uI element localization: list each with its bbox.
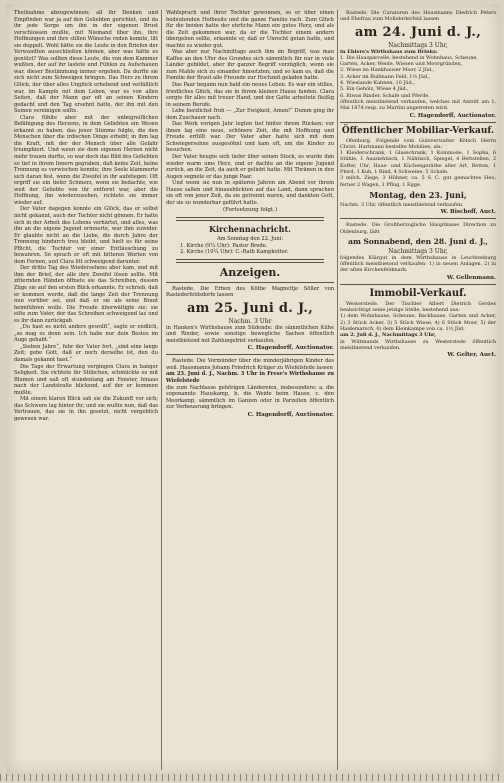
scan-ruler <box>0 774 504 781</box>
ad-date: am 2. Juli d. J., Nachmittags 3 Uhr, <box>340 332 436 339</box>
ad-text: die zum Nachlasse gehörigen Ländereien, insbesondere: a. die sogenannte Hauskamp, b. die Weide beim Hause, c. den Moorkamp, sämmtlich im Ganzen oder in Parzellen öffentlich zur Verheuerung bringen. <box>166 384 334 411</box>
ad-time: Nachm. 3 Uhr, öffentlich meistbietend verkaufen. <box>340 201 464 208</box>
ad-text: folgendes Klärgut in dem Wirthshause in Leuchtenburg öffentlich meistbietend verkaufen: 1) in neuen Anlagen, 2) in der alten Kirchenfeldmark. <box>340 254 496 274</box>
ads-column <box>340 10 496 359</box>
story-paragraph: Das Werk vorigen Jahr legten tief hinter ihrem Rücken; vor ihnen lag eine neue, schönere Zeit, die mit Hoffnung und Freude erfüllt war. Der Vater aber hatte sich mit dem Schwiegersohne ausgesöhnt und kam oft, um die Kinder zu besuchen. <box>166 121 334 154</box>
ad-title: Öffentlicher Mobiliar-Verkauf. <box>341 125 495 136</box>
continuation-note: (Fortsetzung folgt.) <box>222 207 277 214</box>
ad-intro: Westerstede. Der Tischler Albert Dietrich Gerdes beabsichtigt seine jetzige Stelle, bestehend aus: <box>340 300 496 314</box>
story-paragraph: Und wenn sie nun in späteren Jahren am Abend vor ihrem Hause saßen und hinausblickten auf das Land, dann sprachen sie oft von jener Zeit, da sie getrennt waren, und dankten Gott, der sie so wunderbar geführt hatte. <box>166 180 334 206</box>
ad-signature: W. Gelter, Auct. <box>447 352 496 359</box>
story-paragraph: Theilnahme abzugewinnen; all ihr Denken und Empfinden war ja auf den Geliebten gerichtet, und da ihr jede Sorge um ihn in der eigenen Brust verschlossen mußte, mit Niemand über ihn, ihre Hoffnungen und ihre stillen Wünsche reden konnte, litt sie doppelt. Wohl hätte sie die Leute in den Briefen der Verwandten ausschließen können, aber was hätte es genützt? Was sollten diese Leute, die von dem Kummer wußten, der auf ihr lastete und Fühlen zu Aufschauen war, dieser Bestimmung immer ergeben. Da durfte sie sich nicht zum Schweigen bringen. Das Herz zu ihrem Glück, der über alles Unglück erhebend und verläßlich war, im Kampfe mit dem Leben, war es von allen Seiten, daß der Mann gar oft an seinen Kindern gedacht und den Tag ersehnt hatte, der ihn mit den Seinen vereinigen sollte. <box>14 10 158 115</box>
church-news-line: 2. Kirche (10¼ Uhr): C.-Rath Kampkotter. <box>180 249 289 256</box>
ad-signature: W. Gellenmann. <box>446 274 496 281</box>
column-divider <box>337 10 338 770</box>
ad-date: am 24. Juni d. J., <box>354 24 482 40</box>
story-paragraph: Mit einem klaren Blick sah sie die Zukunft vor sich; das Schwere lag hinter ihr, und sie wußte nun, daß das Vertrauen, das sie in ihn gesetzt, nicht vergeblich gewesen war. <box>14 396 158 422</box>
column-divider <box>161 10 162 770</box>
ad-time: Nachm. 3 Uhr <box>228 317 272 325</box>
divider <box>176 259 324 263</box>
ad-signature: W. Bischoff, Auct. <box>440 209 496 216</box>
ad-time: Nachmittags 3 Uhr, <box>388 247 448 255</box>
story-paragraph: Wahlspruch und ihrer Tochter gewonnen, so er über einen bedeutenden Hofbesitz und die ganze Familie rach. Zum Glück für die beiden hatte der ehrliche Mann ein gutes Herz, und als die Zeit gekommen war, da er die Tochter einem andern übergeben sollte, erkannte er, daß er Unrecht getan hatte, und machte es wieder gut. <box>166 10 334 49</box>
divider <box>166 282 334 283</box>
story-column <box>14 10 158 422</box>
ad-date: am 23. Juni d. J., Nachm. 3 Uhr in Frese's Wirthshause zu Wiefelstede <box>166 371 334 384</box>
divider <box>340 284 496 285</box>
story-paragraph: Was aber nur Nachmittags auch ihm im Begriff, was man Kaffee an den Ufer des Grundes sich sämmtlich für nur in viele Länder gebildet, aber ihr ganzer Begriff vorzüglich, wenn sie zum Mahle sich zu einander hinsetzten; und so kam es, daß die Familie der Braut alle Freunde zur Hochzeit geladen hatte. <box>166 49 334 82</box>
divider <box>340 218 496 219</box>
story-paragraph: Der dritte Tag des Wiedersehens aber kam, und mit ihm der Brief, der alle ihre Zweifel lösen sollte. Mit zitternden Händen öffnete sie das Schreiben, dessen Züge sie auf den ersten Blick erkannte. Er schrieb, daß er kommen werde, daß die lange Zeit der Trennung nun vorüber sei, und daß er sie als seine Braut heimführen wolle. Die Freude überwältigte sie; sie eilte zum Vater, der das Schreiben schweigend las und es ihr dann zurückgab. <box>14 265 158 324</box>
ad-intro: Rastede. Die Vormünder über die minderjährigen Kinder des weil. Hausmanns Johann Friedrich Krüger zu Wiefelstede lassen <box>166 358 334 371</box>
ad-place: in Ehlers's Wirthshaus zum Brinks: <box>340 48 438 55</box>
ad-item: 5. Ein Gehölz, Wiese 4 Jüd., <box>340 86 409 93</box>
story-paragraph: Lebe herzlichst froh — „Zur Ewigkeit, Amen!“ Dumm ging ihr dem Zuschauer nach. <box>166 108 334 121</box>
ad-text: 1) dem Wohnhause, Scheune, Backhause, Garten und Acker, 2) 3 Stück Acker, 3) 5 Stück Wiese, 4) 6 Stück Moor, 5) der Haidemarsch, 6) dem Kleinkampe von ca. 1½ Jüd. <box>340 313 496 332</box>
story-paragraph: Clara fühlte aber mit der unbegreiflichen Befähigung des Herzens, in dem Geliebten ein Wesen erkannt zu haben, das jener Stimme folgte, die den Menschen über die irdischen Dinge erhebt; in ihm lag die Kraft, mit der der Mensch über alle Gefahr triumphiert. Und wenn sie dem eigenen Herzen nicht mehr trauen durfte, so war doch das Bild des Geliebten so tief in ihrem Innern gegraben, daß keine Zeit, keine Trennung es verwischen konnte; ihre Seele klammerte sich daran fest, wenn die Zweifel in ihr aufstiegen. Oft ergriff sie ein tiefer Schmerz, wenn sie bedachte, wie weit der Geliebte von ihr entfernt war, aber die Hoffnung, ihn wiederzusehen, richtete sie immer wieder auf. <box>14 114 158 206</box>
ad-time: Nachmittags 3 Uhr, <box>388 41 448 49</box>
ad-place: in Wittmunds Wirthshause zu Westerstede öffentlich meistbietend verkaufen. <box>340 338 496 351</box>
church-news-date: Am Sonntag den 22. Juni: <box>216 235 284 242</box>
story-paragraph: Der Vater beugte sich tiefer über seinen Stock, es wurde ihm wieder warm ums Herz, und er dachte an die eigene Jugend zurück, an die Zeit, da auch er geliebt hatte. Mit Thränen in den Augen segnete er das junge Paar. <box>166 154 334 180</box>
church-news-line: 1. Kirche (9¼ Uhr): Pastor Brede. <box>180 242 268 249</box>
ad-date: am Sonnabend, den 28. Juni d. J., <box>348 236 488 246</box>
ad-item: 4. Wieslande Kahnen, 10 Jüd., <box>340 80 415 87</box>
divider <box>176 217 324 221</box>
ad-intro: Rastede. Die Erben des Kötbe Magnettje Söller von Rastederfeldsdorfe lassen <box>166 285 334 299</box>
ad-item: 1. Die Hausparcelle, bestehend in Wohnhaus, Scheune, Garten, Acker, Weide, Wiesen und Moorgründen, <box>340 54 478 68</box>
middle-column <box>166 10 334 419</box>
ad-item: 2. Wiese im Hankhauser Moor, 2 Jüd., <box>340 67 435 74</box>
story-paragraph: „Sieben Jahre“, fuhr der Vater fort, „sind eine lange Zeit; gebe Gott, daß er noch derselbe ist, den du damals gekannt hast.“ <box>14 343 158 363</box>
ad-intro: Ofenburg. Folgende vom Gutsverwalter Kötsch Herrn Christ. Hartmann bestellte Mobilien, als: <box>340 137 496 150</box>
ad-text: in Hanken's Wirthshause zum Südende: die sämmtlichen Kühe und Rinder, sowie sonstige bewegliche Sachen öffentlich meistbietend mit Zahlungsfrist verkaufen. <box>166 324 334 344</box>
ad-text: 1 Kleiderschrank, 1 Glasschrank, 1 Kommode, 1 Sopha, 6 Stühle, 1 Ausziehtisch, 1 Nähtisch, Spiegel, 4 Bettstellen, 2 Koffer, Uhr, Haus- und Küchengeräthe aller Art, Betten, 1 Pferd, 1 Kuh, 1 Rind, 4 Schweine, 5 Schafe. <box>340 150 496 176</box>
divider <box>340 122 496 123</box>
ad-signature: C. Hagendorff, Auctionator. <box>247 345 334 352</box>
ad-signature: C. Hagendorff, Auctionator. <box>247 411 334 418</box>
ads-section-title: Anzeigen. <box>219 265 281 279</box>
story-paragraph: Der Vater dagegen konnte ein Glück, das er selbst nicht gekannt, auch der Tochter nicht gönnen. Er hatte sich in der Arbeit des Lebens verhärtet, und alles, was ihn an die eigene Jugend erinnerte, war ihm zuwider. Er glaubte nicht an die Liebe, die durch Jahre der Trennung hindurch treu bleibt, und hielt es für seine Pflicht, die Tochter vor einer Enttäuschung zu bewahren. So sprach er oft mit bitteren Worten von dem Fernen, und Clara litt schweigend darunter. <box>14 206 158 265</box>
ad-text: 3 milch. Ziege, 3 Hühner, ca. 5 S. C. gut gemachtes Heu, ferner 2 Wagen, 1 Pflug, 1 Egge. <box>340 175 496 188</box>
ad-intro: Rastede. Die Großherzogliche Hauptkasse Direction zu Oldenburg, läßt <box>340 222 496 235</box>
ad-intro: Rastede. Die Curatoren des Hausmanns Diedrich Peters und Ehefrau zum Mollebrderfeld lassen <box>340 10 496 23</box>
story-paragraph: Das Paar begann nun bald ein neues Leben. Es war ein stilles, friedliches Glück, das sie in ihrem kleinen Hause fanden. Clara sorgte für alles mit treuer Hand, und der Gatte arbeitete fleißig in seinem Berufe. <box>166 82 334 108</box>
ad-item: 6. Etwas Rinder, Schafe und Pferde. <box>340 92 430 99</box>
story-paragraph: „Du hast es nicht anders gewollt“, sagte er endlich, „so mag es denn sein. Ich habe nur dein Bestes im Auge gehabt.“ <box>14 324 158 344</box>
ad-title: Immobil-Verkauf. <box>369 287 467 299</box>
ad-date: am 25. Juni d. J., <box>186 300 314 316</box>
ad-date: Montag, den 23. Juni, <box>369 189 467 200</box>
story-paragraph: Die Tage der Erwartung vergingen Clara in banger Seligkeit. Sie richtete ihr Stübchen, schmückte es mit Blumen und saß oft stundenlang am Fenster, hinaus nach der Landstraße blickend, auf der er kommen mußte. <box>14 363 158 396</box>
ad-signature: C. Hagendorff, Auctionator. <box>409 112 496 119</box>
church-news-title: Kirchennachricht. <box>209 223 291 234</box>
ad-item: 3. Acker im Bullmann Feld, 1½ Jüd., <box>340 73 431 80</box>
newspaper-page <box>6 4 500 776</box>
divider <box>166 354 334 355</box>
ad-text: öffentlich meistbietend verkaufen, welches mit Antritt am 1. Mai 1874 resp. zu Martini angetreten wird. <box>340 98 496 112</box>
